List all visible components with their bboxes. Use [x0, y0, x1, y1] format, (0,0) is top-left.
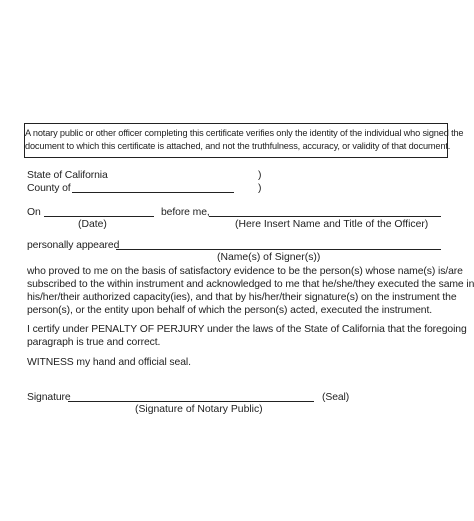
signature-caption: (Signature of Notary Public) [135, 404, 263, 415]
county-paren: ) [258, 183, 262, 194]
signer-caption: (Name(s) of Signer(s)) [217, 252, 321, 263]
on-label: On [27, 207, 41, 218]
county-label: County of [27, 183, 71, 194]
body-line-4: person(s), or the entity upon behalf of which the person(s) acted, executed the instrument. [27, 305, 433, 316]
before-me-label: before me, [161, 207, 210, 218]
perjury-line-2: paragraph is true and correct. [27, 337, 161, 348]
signature-blank[interactable] [68, 401, 314, 402]
date-blank[interactable] [44, 216, 154, 217]
notice-box [24, 123, 464, 158]
state-paren: ) [258, 170, 262, 181]
officer-blank[interactable] [209, 216, 441, 217]
seal-label: (Seal) [322, 392, 350, 403]
appeared-label: personally appeared [27, 240, 120, 251]
body-line-2: subscribed to the within instrument and acknowledged to me that he/she/they executed the same in [27, 279, 474, 290]
witness-statement: WITNESS my hand and official seal. [27, 357, 191, 368]
date-caption: (Date) [78, 219, 107, 230]
county-blank[interactable] [72, 192, 234, 193]
officer-caption: (Here Insert Name and Title of the Officer) [235, 219, 429, 230]
state-label: State of California [27, 170, 108, 181]
notice-line-1: A notary public or other officer completing this certificate verifies only the identity of the individual who signed the [25, 128, 464, 138]
body-line-1: who proved to me on the basis of satisfactory evidence to be the person(s) whose name(s) is/are [27, 266, 463, 277]
signature-label: Signature [27, 392, 71, 403]
signer-blank[interactable] [116, 249, 441, 250]
notice-line-2: document to which this certificate is attached, and not the truthfulness, accuracy, or validity of that document. [25, 141, 451, 151]
perjury-line-1: I certify under PENALTY OF PERJURY under the laws of the State of California that the foregoing [27, 324, 467, 335]
body-line-3: his/her/their authorized capacity(ies), and that by his/her/their signature(s) on the instrument the [27, 292, 457, 303]
